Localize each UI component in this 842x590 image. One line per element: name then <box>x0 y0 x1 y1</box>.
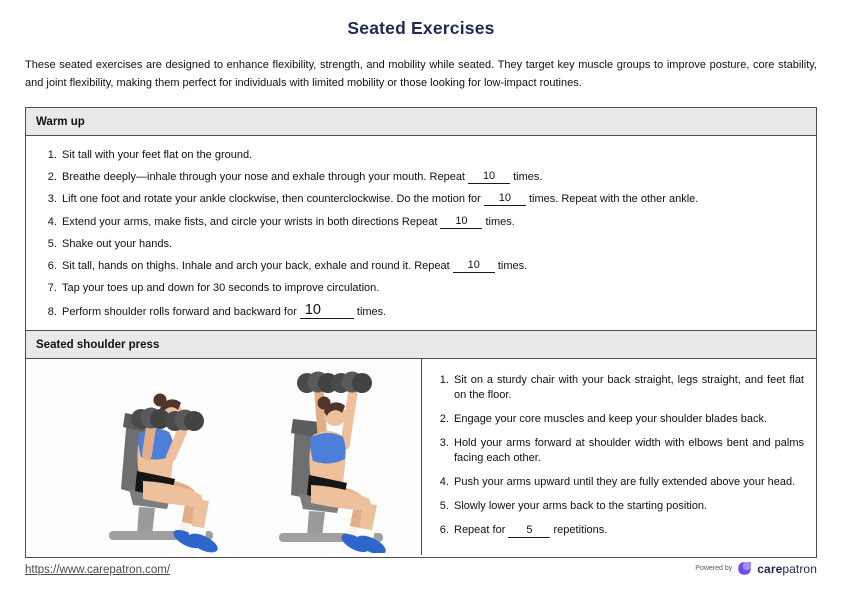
pose-top <box>279 371 388 553</box>
fill-in-blank[interactable]: 10 <box>453 259 495 273</box>
shoulder-press-steps <box>428 373 804 538</box>
fill-in-blank[interactable]: 10 <box>300 303 354 319</box>
list-item: 3. Lift one foot and rotate your ankle clockwise, then counterclockwise. Do the motion for 10 times. Repeat with the other ankle. <box>60 192 806 206</box>
shoulder-press-header: Seated shoulder press <box>26 330 816 359</box>
fill-in-blank[interactable]: 10 <box>440 215 482 229</box>
dumbbell <box>165 409 204 431</box>
fill-in-blank[interactable]: 10 <box>468 170 510 184</box>
intro-paragraph: These seated exercises are designed to enhance flexibility, strength, and mobility while seated. They target key muscle groups to improve posture, core stability, and joint flexibility, making them perfect for individuals with limited mobility or those looking for low-impact routines. <box>25 59 817 89</box>
warm-up-header: Warm up <box>26 108 816 136</box>
powered-by-badge <box>695 561 817 576</box>
exercise-table <box>25 107 817 558</box>
list-item: 1. Sit tall with your feet flat on the ground. <box>60 148 806 162</box>
dumbbell <box>131 407 170 429</box>
fill-in-blank[interactable]: 5 <box>508 524 550 538</box>
list-item: 2. Breathe deeply—inhale through your nose and exhale through your mouth. Repeat 10 times. <box>60 170 806 184</box>
list-item: 4. Push your arms upward until they are fully extended above your head. <box>452 475 804 490</box>
list-item: 7. Tap your toes up and down for 30 seconds to improve circulation. <box>60 281 806 295</box>
shoulder-press-steps-cell <box>422 359 816 557</box>
list-item: 3. Hold your arms forward at shoulder width with elbows bent and palms facing each other. <box>452 436 804 466</box>
fill-in-blank[interactable]: 10 <box>484 192 526 206</box>
list-item: 6. Repeat for 5 repetitions. <box>452 523 804 538</box>
page-footer <box>25 561 817 576</box>
pose-start <box>109 393 220 553</box>
warm-up-steps <box>36 148 806 319</box>
shoulder-press-row <box>26 359 816 557</box>
list-item: 2. Engage your core muscles and keep your shoulder blades back. <box>452 412 804 427</box>
page-title: Seated Exercises <box>347 18 495 38</box>
dumbbell <box>331 371 372 393</box>
seated-shoulder-press-illustration <box>27 361 421 553</box>
list-item: 4. Extend your arms, make fists, and circle your wrists in both directions Repeat 10 times. <box>60 215 806 229</box>
list-item: 5. Slowly lower your arms back to the starting position. <box>452 499 804 514</box>
carepatron-link[interactable]: https://www.carepatron.com/ <box>25 564 171 576</box>
carepatron-logo-icon <box>737 561 752 576</box>
exercise-illustration-cell <box>26 359 422 555</box>
list-item: 5. Shake out your hands. <box>60 237 806 251</box>
list-item: 1. Sit on a sturdy chair with your back straight, legs straight, and feet flat on the floor. <box>452 373 804 403</box>
list-item: 8. Perform shoulder rolls forward and backward for 10 times. <box>60 303 806 319</box>
list-item: 6. Sit tall, hands on thighs. Inhale and arch your back, exhale and round it. Repeat 10 times. <box>60 259 806 273</box>
warm-up-body <box>26 136 816 330</box>
powered-by-label: Powered by <box>695 565 733 572</box>
brand-wordmark: carepatron <box>757 561 817 576</box>
